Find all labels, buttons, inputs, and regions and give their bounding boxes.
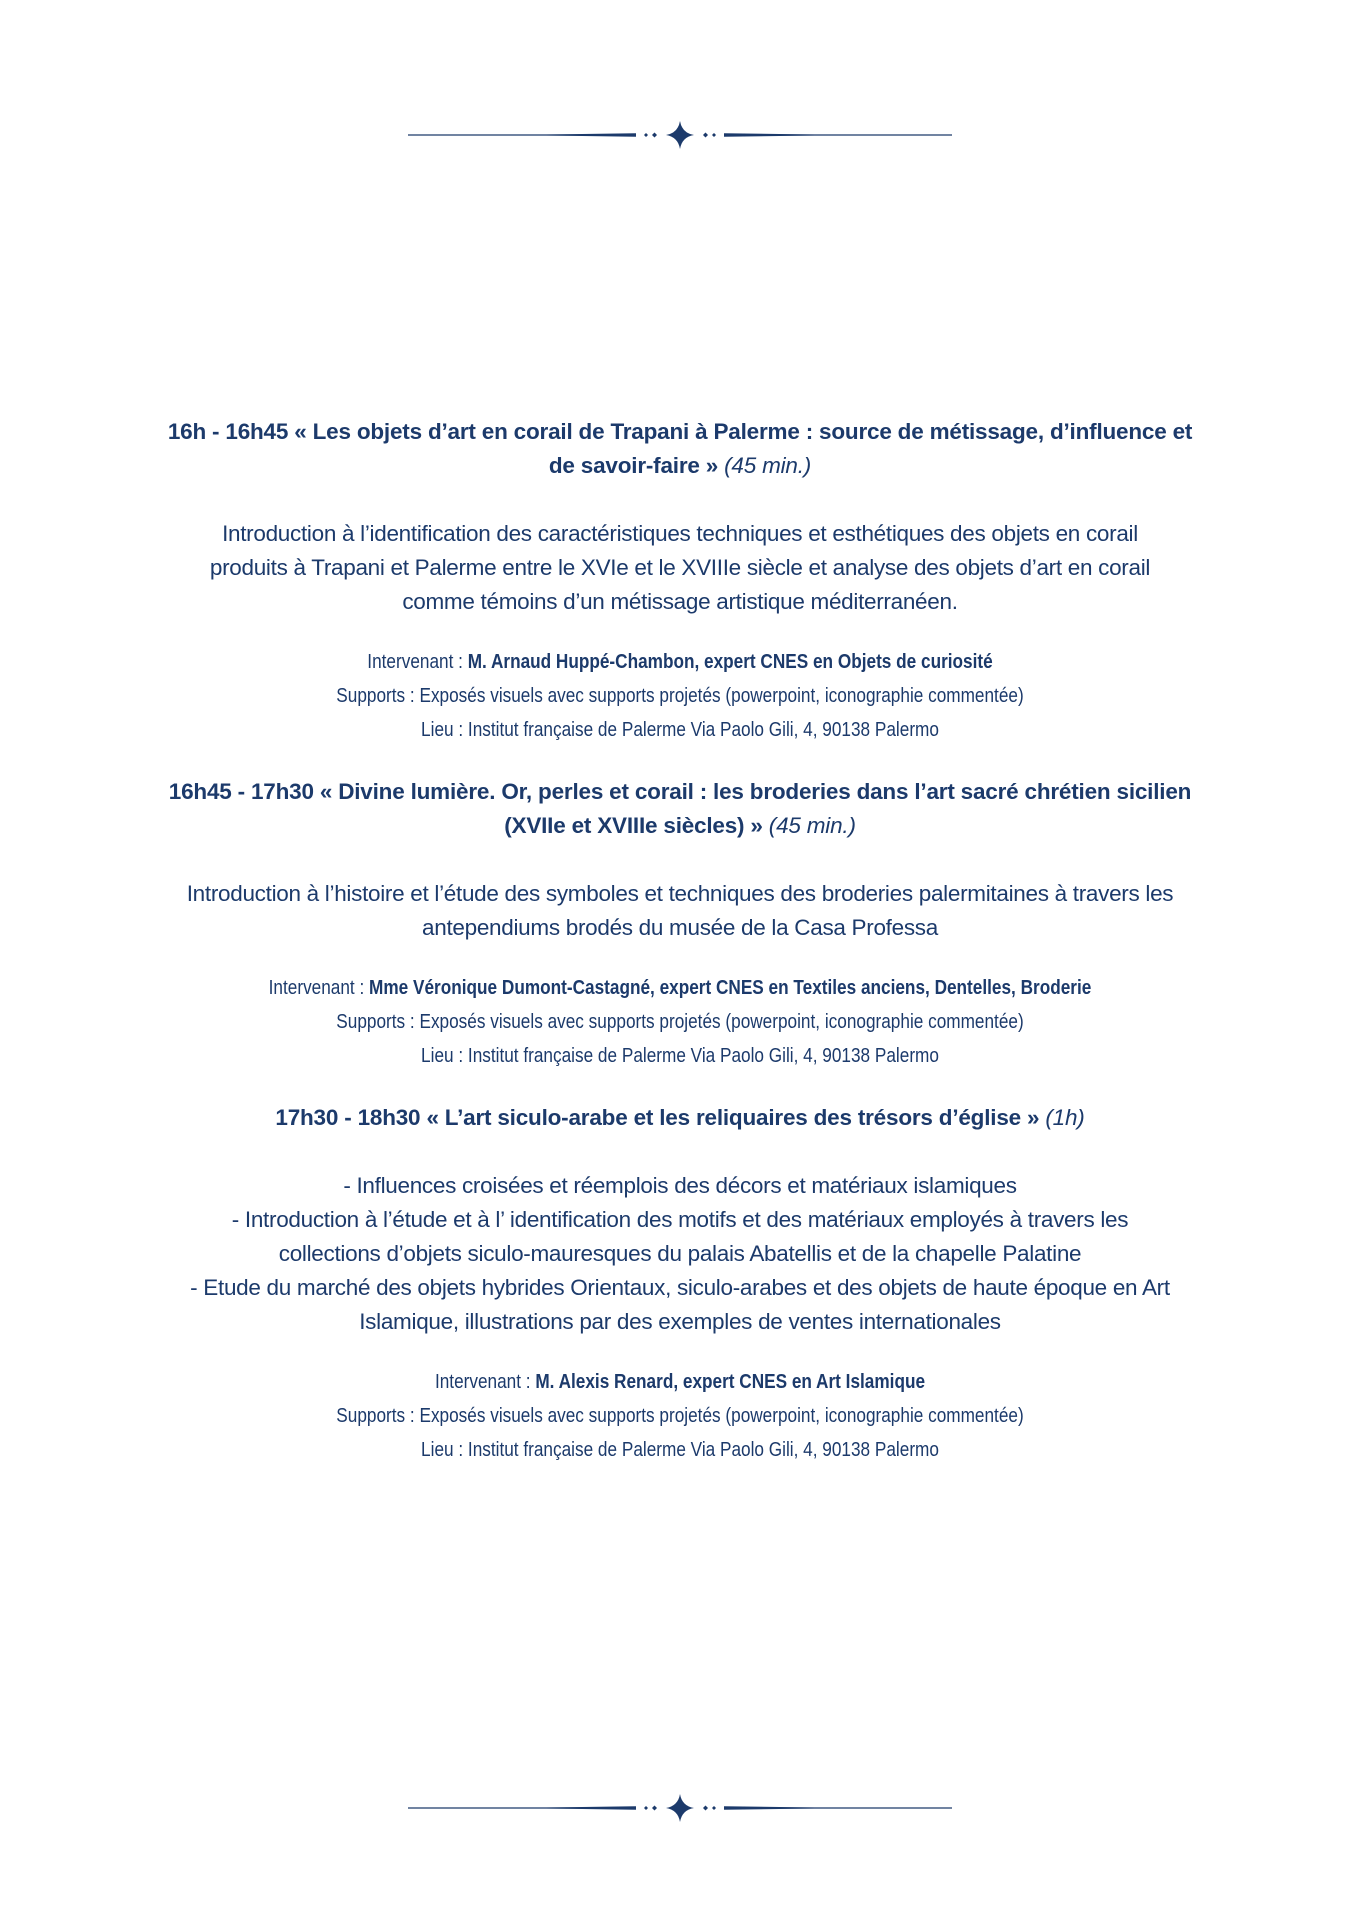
session-description — [120, 517, 1240, 619]
description-line: produits à Trapani et Palerme entre le XVIe et le XVIIIe siècle et analyse des objets d’art en corail — [209, 555, 1151, 580]
description-line: Islamique, illustrations par des exemples de ventes internationales — [359, 1309, 1001, 1334]
description-line: Introduction à l’identification des caractéristiques techniques et esthétiques des objets en corail — [222, 521, 1138, 546]
star-ornament-icon — [400, 1788, 960, 1828]
session-title-line1: « Les objets d’art en corail de Trapani à Palerme : source de métissage, d’influence et — [294, 419, 1193, 444]
supports-line: Supports : Exposés visuels avec supports projetés (powerpoint, iconographie commentée) — [336, 1011, 1024, 1033]
description-line: antependiums brodés du musée de la Casa Professa — [422, 915, 938, 940]
speaker-label: Intervenant : — [434, 1371, 536, 1393]
location-line: Lieu : Institut française de Palerme Via Paolo Gili, 4, 90138 Palermo — [421, 1045, 939, 1067]
session-title — [120, 1101, 1240, 1135]
session-3 — [120, 1101, 1240, 1467]
speaker-name: M. Arnaud Huppé-Chambon, expert CNES en Objets de curiosité — [467, 651, 993, 673]
speaker-name: Mme Véronique Dumont-Castagné, expert CNES en Textiles anciens, Dentelles, Broderie — [369, 977, 1092, 999]
session-2 — [120, 775, 1240, 1073]
session-time: 16h45 - 17h30 — [168, 779, 314, 804]
session-description — [120, 1169, 1240, 1339]
session-title — [120, 775, 1240, 843]
description-line: - Influences croisées et réemplois des décors et matériaux islamiques — [343, 1173, 1017, 1198]
session-duration: (45 min.) — [724, 453, 812, 478]
description-line: Introduction à l’histoire et l’étude des symboles et techniques des broderies palermitaines à travers les — [186, 881, 1174, 906]
star-ornament-icon — [400, 115, 960, 155]
speaker-name: M. Alexis Renard, expert CNES en Art Islamique — [535, 1371, 926, 1393]
speaker-label: Intervenant : — [367, 651, 468, 673]
description-line: comme témoins d’un métissage artistique méditerranéen. — [402, 589, 958, 614]
session-duration: (1h) — [1045, 1105, 1085, 1130]
session-title-line2: (XVIIe et XVIIIe siècles) » — [504, 813, 763, 838]
session-title-line1: « L’art siculo-arabe et les reliquaires des trésors d’église » — [426, 1105, 1040, 1130]
speaker-line — [198, 645, 1161, 679]
location-line: Lieu : Institut française de Palerme Via Paolo Gili, 4, 90138 Palermo — [421, 719, 939, 741]
session-details — [198, 645, 1161, 747]
session-duration: (45 min.) — [768, 813, 856, 838]
program-content — [120, 415, 1240, 1467]
session-title — [120, 415, 1240, 483]
session-time: 16h - 16h45 — [167, 419, 289, 444]
session-details — [198, 971, 1161, 1073]
description-line: - Introduction à l’étude et à l’ identification des motifs et des matériaux employés à travers les — [231, 1207, 1129, 1232]
session-1 — [120, 415, 1240, 747]
supports-line: Supports : Exposés visuels avec supports projetés (powerpoint, iconographie commentée) — [336, 685, 1024, 707]
session-description — [120, 877, 1240, 945]
speaker-line — [198, 971, 1161, 1005]
session-title-line1: « Divine lumière. Or, perles et corail : les broderies dans l’art sacré chrétien sicilien — [319, 779, 1192, 804]
session-title-line2: de savoir-faire » — [548, 453, 719, 478]
top-ornament-divider — [400, 115, 960, 155]
supports-line: Supports : Exposés visuels avec supports projetés (powerpoint, iconographie commentée) — [336, 1405, 1024, 1427]
session-time: 17h30 - 18h30 — [275, 1105, 421, 1130]
bottom-ornament-divider — [400, 1788, 960, 1828]
description-line: - Etude du marché des objets hybrides Orientaux, siculo-arabes et des objets de haute époque en Art — [190, 1275, 1170, 1300]
location-line: Lieu : Institut française de Palerme Via Paolo Gili, 4, 90138 Palermo — [421, 1439, 939, 1461]
speaker-label: Intervenant : — [268, 977, 370, 999]
session-details — [198, 1365, 1161, 1467]
speaker-line — [198, 1365, 1161, 1399]
description-line: collections d’objets siculo-mauresques du palais Abatellis et de la chapelle Palatine — [278, 1241, 1082, 1266]
